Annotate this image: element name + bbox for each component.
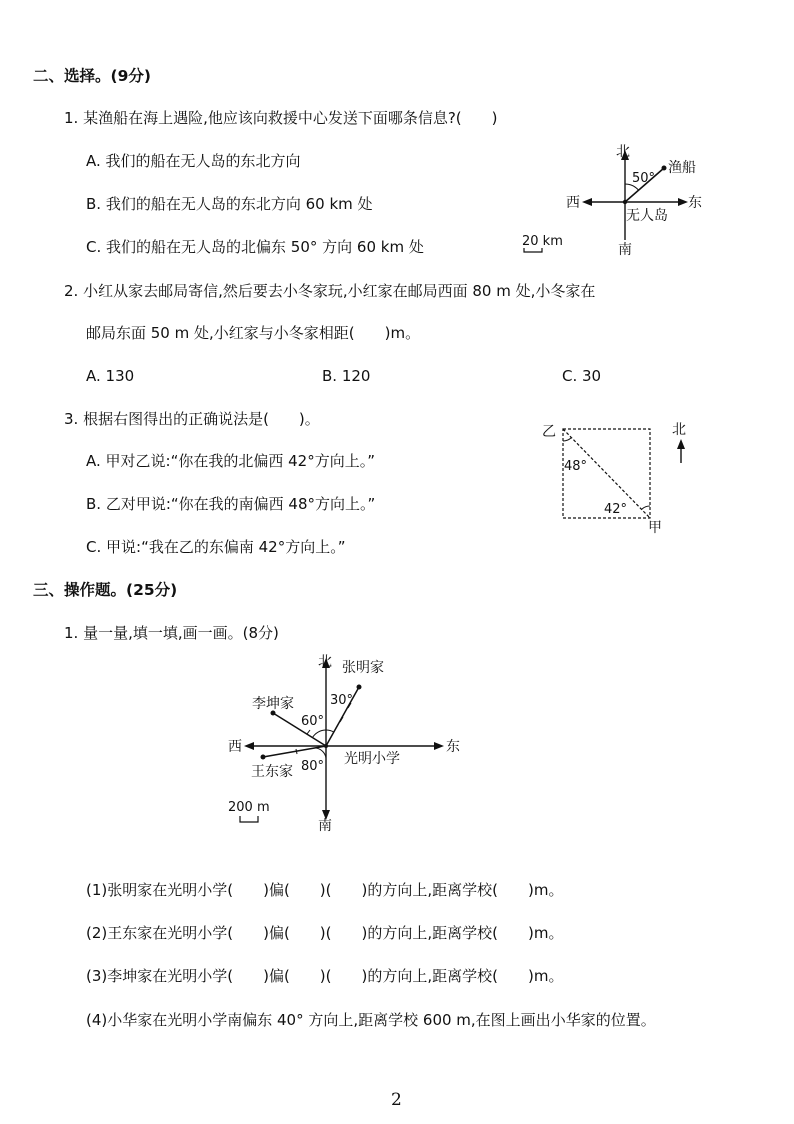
west-label: 西 [566,195,580,211]
fill-item-4[interactable]: (4)小华家在光明小学南偏东 40° 方向上,距离学校 600 m,在图上画出小华家的位置。 [86,1011,656,1029]
island-label: 无人岛 [626,208,668,224]
west-label: 西 [228,739,242,755]
question-1-option-b[interactable]: B. 我们的船在无人岛的东北方向 60 km 处 [86,195,373,213]
east-label: 东 [446,739,460,755]
angle-48-label: 48° [564,459,588,474]
school-label: 光明小学 [344,751,400,767]
question-3-option-c[interactable]: C. 甲说:“我在乙的东偏南 42°方向上。” [86,538,346,556]
angle-80-label: 80° [301,759,325,774]
figure-boat-compass [522,140,710,260]
fill-item-1[interactable]: (1)张明家在光明小学( )偏( )( )的方向上,距离学校( )m。 [86,881,564,899]
boat-label: 渔船 [668,160,696,176]
scale-label: 200 m [228,800,270,815]
question-3-option-a[interactable]: A. 甲对乙说:“你在我的北偏西 42°方向上。” [86,452,375,470]
question-2-stem-line2: 邮局东面 50 m 处,小红家与小冬家相距( )m。 [86,324,421,342]
angle-60-label: 60° [301,714,325,729]
north-label: 北 [616,144,630,160]
south-label: 南 [618,242,632,258]
angle-label: 50° [632,171,656,186]
section-title: 二、选择。(9分) [33,67,151,85]
angle-42-label: 42° [604,502,628,517]
question-1-stem: 1. 量一量,填一填,画一画。(8分) [64,624,279,642]
question-1-stem: 1. 某渔船在海上遇险,他应该向救援中心发送下面哪条信息?( ) [64,109,498,127]
fill-item-3[interactable]: (3)李坤家在光明小学( )偏( )( )的方向上,距离学校( )m。 [86,967,564,985]
jia-label: 甲 [648,520,662,536]
figure-homes-compass [200,650,480,835]
question-2-option-b[interactable]: B. 120 [322,367,371,385]
question-2-option-c[interactable]: C. 30 [562,367,602,385]
fill-item-2[interactable]: (2)王东家在光明小学( )偏( )( )的方向上,距离学校( )m。 [86,924,564,942]
section-title: 三、操作题。(25分) [33,581,178,599]
angle-30-label: 30° [330,693,354,708]
figure-dashed-square [540,415,700,535]
north-label: 北 [318,654,332,670]
li-home-label: 李坤家 [252,696,294,712]
question-1-option-a[interactable]: A. 我们的船在无人岛的东北方向 [86,152,301,170]
scale-label: 20 km [522,234,563,249]
wang-home-label: 王东家 [251,764,293,780]
question-3-stem: 3. 根据右图得出的正确说法是( )。 [64,410,320,428]
question-2-stem-line1: 2. 小红从家去邮局寄信,然后要去小冬家玩,小红家在邮局西面 80 m 处,小冬家在 [64,282,596,300]
south-label: 南 [318,818,332,834]
question-2-option-a[interactable]: A. 130 [86,367,135,385]
yi-label: 乙 [542,424,556,440]
north-label: 北 [672,422,686,438]
east-label: 东 [688,195,702,211]
page-number: 2 [391,1090,402,1110]
question-1-option-c[interactable]: C. 我们的船在无人岛的北偏东 50° 方向 60 km 处 [86,238,424,256]
question-3-option-b[interactable]: B. 乙对甲说:“你在我的南偏西 48°方向上。” [86,495,376,513]
zhang-home-label: 张明家 [342,660,384,676]
